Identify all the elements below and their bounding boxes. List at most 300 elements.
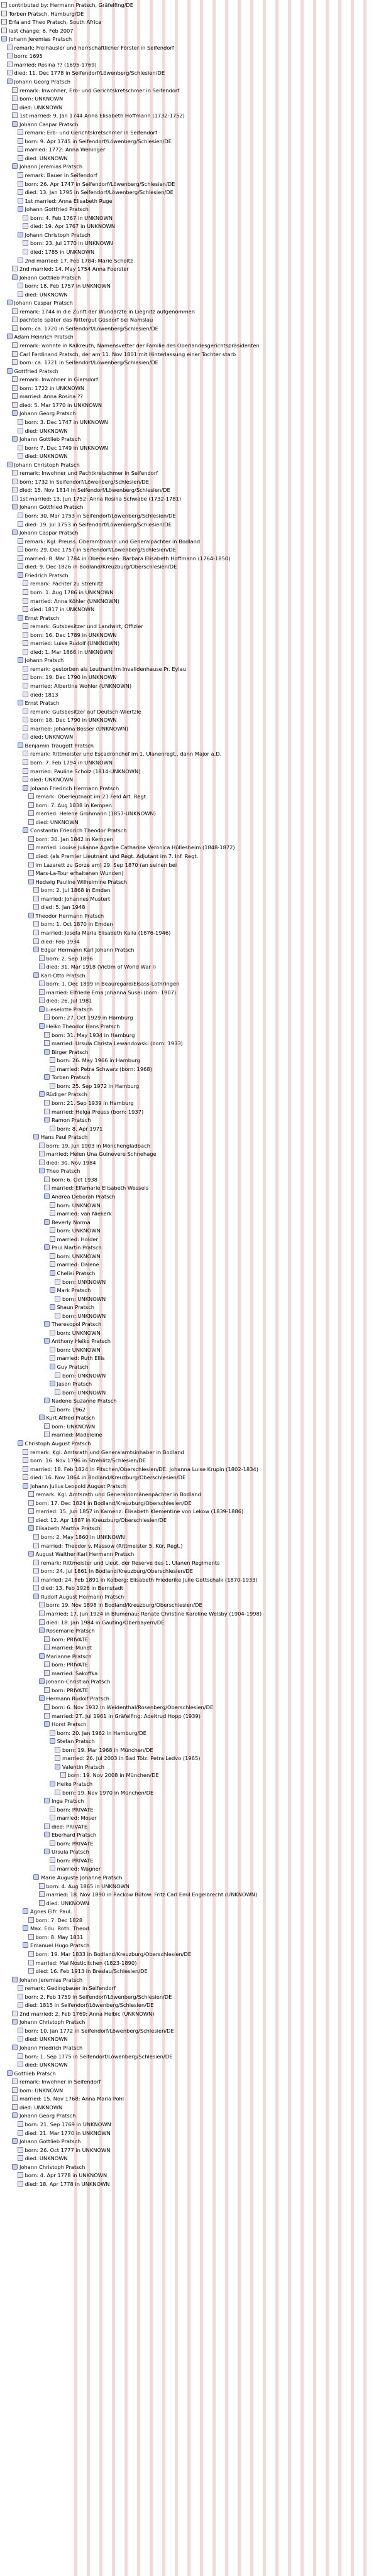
tree-node-record [18,512,176,519]
node-label: born: PRIVATE [57,1857,94,1864]
tree-node-record [39,1142,150,1149]
tree-node-record [50,1814,97,1822]
tree-node-person[interactable] [55,1763,104,1771]
record-icon [12,351,18,357]
tree-node-record [23,750,221,758]
tree-node-record [28,1516,167,1524]
record-icon [18,513,23,518]
tree-node-person[interactable] [18,614,60,622]
tree-node-person[interactable] [44,1193,115,1200]
node-label: im Lazarett zu Gorze am) 29. Sep 1870 (an seinen bei [35,861,177,868]
person-icon [39,1091,45,1097]
tree-node-person[interactable] [12,435,80,443]
person-icon [18,232,23,237]
tree-node-record [12,384,84,392]
person-icon [1,36,7,41]
tree-node-record [44,1431,102,1438]
tree-node-record [28,869,124,877]
tree-node-person[interactable] [18,742,94,749]
node-label: born: 2. Jul 1868 in Emden [41,887,111,894]
record-icon [1,2,7,8]
node-label: died: 16. Feb 1913 in Breslau/Schlesien/DE [35,1968,148,1975]
record-icon [50,1126,55,1131]
node-label: Anthony Heiko Pratsch [52,1338,111,1345]
record-icon [12,104,18,110]
tree-node-person[interactable] [44,1831,96,1839]
tree-node-record [18,155,68,162]
tree-node-person[interactable] [12,163,82,170]
tree-node-person[interactable] [23,1482,126,1490]
node-label: born: 4. Aug 1865 in UNKNOWN [46,1883,130,1889]
record-icon [18,538,23,544]
tree-node-person[interactable] [18,1440,91,1447]
tree-node-person[interactable] [18,205,89,213]
tree-node-record [50,1865,101,1872]
record-icon [50,1866,55,1871]
tree-node-person[interactable] [50,1737,95,1745]
tree-node-person[interactable] [39,1653,92,1660]
background-stripe [275,0,278,2576]
background-stripe [225,0,228,2576]
person-icon [50,1304,55,1310]
record-icon [12,496,18,501]
tree-node-person[interactable] [7,461,80,469]
person-icon [39,1695,45,1701]
record-icon [33,1585,39,1590]
node-label: Friedrich Pratsch [25,572,69,579]
node-label: died: 1813 [30,691,58,698]
tree-node-record [50,1236,98,1243]
tree-node-person[interactable] [39,1023,120,1030]
tree-node-person[interactable] [44,1720,87,1728]
record-icon [33,1568,39,1573]
node-label: Johann Friedrich Pratsch [19,2045,83,2051]
background-stripe [187,0,190,2576]
record-icon [50,1330,55,1335]
record-icon [33,921,39,927]
node-label: married: 18. Nov 1890 in Rackow Bütow: Fritz Carl Emil Engelbrecht (UNKNOWN) [46,1891,258,1898]
tree-node-person[interactable] [7,78,71,85]
background-stripe [162,0,165,2576]
tree-node-record [18,521,172,528]
record-icon [33,896,39,901]
node-label: died: 1815 in Seifendorf/Löwenberg/Schlesien/DE [25,2002,154,2009]
tree-node-record [28,852,199,860]
tree-node-record [28,1916,83,1924]
tree-node-record [28,1499,192,1507]
person-icon [12,2045,18,2050]
tree-node-record [23,1465,258,1473]
node-label: born: 7. Dec 1828 [35,1916,83,1923]
tree-node-person[interactable] [44,1116,91,1124]
tree-node-record [33,1559,219,1567]
node-label: Shaun Pratsch [57,1304,95,1311]
tree-node-person[interactable] [50,1269,96,1277]
node-label: Ursula Pratsch [52,1849,89,1856]
record-icon [23,1457,28,1463]
tree-node-record [33,1567,193,1575]
node-label: Johann Caspar Pratsch [19,530,79,536]
person-icon [44,1721,50,1727]
tree-node-record [23,639,119,647]
tree-node-person[interactable] [12,529,78,536]
node-label: died: 16. Nov 1864 in Bodland/Kreuzburg/Oberschlesien/DE [30,1474,186,1481]
node-label: born: 19. Mar 1833 in Bodland/Kreuzburg/Oberschlesien/DE [35,1950,192,1957]
node-label: Mars-La-Tour erhaltenen Wunden) [35,870,124,877]
tree-node-person[interactable] [18,656,64,664]
record-icon [39,1900,45,1906]
record-icon [33,930,39,935]
node-label: born: 1. Aug 1786 in UNKNOWN [30,589,114,595]
tree-node-record [12,393,83,400]
record-icon [44,1185,50,1190]
tree-node-person[interactable] [28,1524,101,1532]
node-label: 1st married: 9. Jan 1744 Anna Elisabeth Hoffmann (1732-1752) [19,112,185,119]
tree-node-person[interactable] [1,35,72,43]
record-icon [33,938,39,944]
tree-node-person[interactable] [44,1219,91,1226]
tree-node-record [23,214,113,222]
record-icon [33,1543,39,1548]
tree-node-person[interactable] [23,785,119,792]
tree-node-person[interactable] [33,1593,124,1600]
tree-node-person[interactable] [12,1976,82,1984]
node-label: born: 30. Mar 1753 in Seifendorf/Löwenberg/Schlesien/DE [25,513,176,519]
node-label: Johann Jeremias Pratsch [19,163,83,170]
node-label: Eberhard Pratsch [52,1832,97,1839]
tree-node-person[interactable] [23,1942,89,1949]
node-label: Carl Ferdinand Pratsch, der am 11. Nov 1801 mit Hinterlassung einer Tochter starb [19,351,236,357]
tree-node-record [50,1202,101,1209]
node-label: born: 26. May 1966 in Hamburg [57,1057,140,1064]
person-icon [18,206,23,212]
person-icon [12,1977,18,1982]
node-label: died: 1817 in UNKNOWN [30,606,95,613]
tree-node-person[interactable] [33,1133,87,1141]
person-icon [33,972,39,978]
node-label: died: 1785 in UNKNOWN [30,248,95,255]
tree-node-record [44,1099,134,1107]
tree-node-person[interactable] [50,1303,95,1311]
tree-node-record [23,606,94,613]
person-icon [33,1874,39,1880]
person-icon [23,1908,28,1914]
tree-node-person[interactable] [23,1908,72,1915]
node-label: born: 8. Apr 1971 [57,1125,103,1132]
tree-node-record [18,538,201,545]
record-icon [55,1372,60,1378]
node-label: born: ca. 1721 in Seifendorf/Löwenberg/Schlesien/DE [19,359,158,366]
record-icon [44,1423,50,1429]
tree-node-record [33,938,80,945]
node-label: died: UNKNOWN [25,427,68,434]
tree-node-person[interactable] [12,2018,85,2026]
tree-node-person[interactable] [44,1048,88,1056]
tree-node-record [50,1346,101,1354]
tree-node-record [18,2129,111,2137]
record-icon [12,2095,18,2101]
node-label: 2nd married: 14. May 1754 Anna Foerster [19,266,129,273]
tree-node-record [39,963,157,970]
tree-node-person[interactable] [44,1244,102,1251]
tree-node-person[interactable] [44,1320,101,1328]
record-icon [44,1644,50,1650]
record-icon [23,768,28,774]
tree-node-person[interactable] [7,2070,56,2077]
node-label: married: Elfriede Erna Johanna Susei (born: 1907) [46,989,177,996]
person-icon [50,1738,55,1744]
node-label: died: 1. Mar 1866 in UNKNOWN [30,648,113,655]
node-label: married: Petra Schwarz (born: 1968) [57,1065,152,1072]
background-stripe [238,0,241,2576]
record-icon [12,2087,18,2093]
tree-node-record [33,1542,182,1550]
person-icon [39,1023,45,1029]
tree-node-person[interactable] [12,274,80,281]
tree-node-person[interactable] [39,1090,87,1098]
record-icon [23,1466,28,1472]
tree-node-record [44,1687,88,1694]
tree-node-record [1,18,101,26]
tree-node-person[interactable] [28,912,104,920]
record-icon [44,1687,50,1693]
tree-node-person[interactable] [23,1925,91,1932]
tree-node-record [12,478,149,486]
tree-node-person[interactable] [18,572,69,579]
person-icon [18,1440,23,1446]
node-label: born: UNKNOWN [57,1227,101,1234]
tree-node-record [18,282,111,290]
tree-node-person[interactable] [33,946,134,954]
background-stripe [338,0,341,2576]
node-label: died: UNKNOWN [19,104,63,111]
tree-node-record [50,1261,99,1268]
node-label: married: 27. Jul 1961 in Gräfelfing: Adeltrud Hopp (1939) [52,1712,201,1719]
record-icon [28,862,34,867]
tree-node-record [28,1933,84,1941]
tree-node-person[interactable] [39,1414,95,1421]
person-icon [23,785,28,791]
node-label: born: PRIVATE [57,1806,94,1813]
record-icon [44,1823,50,1829]
node-label: born: 26. Oct 1777 in UNKNOWN [25,2146,111,2153]
record-icon [50,1057,55,1063]
node-label: contributed by: Hermann Pratsch, Gräfelfing/DE [9,2,134,8]
tree-node-record [39,955,93,962]
tree-node-record [18,138,172,145]
tree-node-record [33,1584,123,1592]
person-icon [44,1832,50,1837]
person-icon [44,1074,50,1080]
record-icon [12,266,18,271]
tree-node-person[interactable] [28,878,128,886]
node-label: Constantin Friedrich Theodor Pratsch [30,827,127,834]
record-icon [7,45,13,50]
tree-node-person[interactable] [50,1780,93,1788]
record-icon [7,62,13,67]
tree-node-person[interactable] [12,121,78,128]
node-label: Johann Gottlieb Pratsch [19,436,81,443]
person-icon [39,1415,45,1420]
tree-node-person[interactable] [50,1380,92,1388]
node-label: born: 4. Apr 1778 in UNKNOWN [25,2172,108,2179]
tree-node-person[interactable] [12,503,83,511]
node-label: Marie Auguste Johanne Pratsch [41,1874,123,1881]
tree-node-record [18,188,174,196]
tree-node-record [18,427,68,435]
tree-node-record [28,1508,244,1515]
tree-node-record [44,1040,183,1047]
node-label: remark: Rittmeister und Escadronchef im 1. Ulanenregt., dann Major a.D. [30,751,222,758]
tree-node-record [23,733,73,741]
record-icon [7,53,13,58]
record-icon [28,853,34,859]
node-label: Lieselotte Pratsch [46,1006,93,1013]
tree-node-person[interactable] [18,231,91,239]
node-label: Johann Jeremias Pratsch [9,36,72,43]
record-icon [28,810,34,816]
tree-node-person[interactable] [39,1695,110,1702]
node-label: married: Mundt [52,1644,92,1651]
tree-node-record [33,895,110,903]
node-label: born: UNKNOWN [57,1253,101,1259]
record-icon [60,1772,66,1778]
tree-node-record [18,197,113,205]
tree-node-person[interactable] [44,1337,111,1345]
tree-node-record [12,495,181,503]
record-icon [23,751,28,756]
record-icon [55,1279,60,1285]
person-icon [12,436,18,442]
tree-node-record [18,418,108,426]
record-icon [12,393,18,399]
record-icon [39,981,45,986]
node-label: 2nd married: 2. Feb 1769: Anna Helbic (UNKNOWN) [19,2010,155,2017]
node-label: Gottfried Pratsch [14,367,58,374]
node-label: died: 19. Apr 1767 in UNKNOWN [30,223,116,230]
record-icon [12,376,18,382]
tree-node-record [18,2027,174,2035]
record-icon [28,819,34,825]
node-label: born: 2. May 1860 in UNKNOWN [41,1534,125,1540]
record-icon [39,1143,45,1148]
node-label: Torben Pratsch [52,1074,91,1081]
record-icon [50,1347,55,1352]
tree-node-record [18,171,97,179]
tree-node-record [23,622,143,630]
tree-node-person[interactable] [12,2138,80,2145]
tree-node-person[interactable] [44,1848,89,1856]
record-icon [44,1040,50,1046]
node-label: 1st married: 13. Jun 1752: Anna Rosina Schwabe (1732-1781) [19,495,182,502]
record-icon [18,2155,23,2161]
record-icon [55,1790,60,1795]
tree-node-record [12,308,195,315]
record-icon [50,1406,55,1412]
record-icon [12,470,18,476]
tree-node-record [50,1253,101,1260]
tree-node-person[interactable] [7,299,73,307]
tree-node-record [50,1729,146,1737]
background-stripe [288,0,291,2576]
record-icon [12,308,18,314]
tree-node-person[interactable] [18,699,60,707]
tree-node-person[interactable] [33,1874,122,1881]
tree-node-person[interactable] [12,2163,85,2171]
record-icon [39,955,45,961]
node-label: born: 18. Dec 1790 in UNKNOWN [30,717,117,724]
record-icon [50,1236,55,1242]
node-label: born: UNKNOWN [62,1372,106,1379]
node-label: married: Pauline Scholz (1814-UNKNOWN) [30,768,141,774]
tree-node-record [23,725,128,732]
tree-node-person[interactable] [50,1363,89,1371]
tree-node-person[interactable] [12,2044,82,2052]
background-stripe [326,0,329,2576]
tree-node-person[interactable] [44,1397,117,1405]
tree-node-person[interactable] [44,1073,90,1081]
record-icon [18,2053,23,2059]
tree-node-person[interactable] [39,1167,80,1175]
node-label: Hedwig Pauline Wilhelmine Pratsch [35,878,128,885]
person-icon [23,1925,28,1931]
tree-node-record [18,2053,173,2060]
node-label: born: 29. Dec 1757 in Seifendorf/Löwenberg/Schlesien/DE [25,546,177,553]
tree-node-record [7,44,174,52]
tree-node-person[interactable] [28,1550,135,1558]
tree-node-person[interactable] [39,1627,95,1634]
tree-node-record [50,1227,101,1234]
record-icon [23,666,28,671]
tree-node-person[interactable] [50,1286,91,1294]
person-icon [44,1049,50,1055]
tree-node-person[interactable] [39,1006,93,1013]
node-label: Johann Friedrich Hermann Pratsch [30,785,119,791]
tree-node-person[interactable] [7,333,74,340]
tree-node-person[interactable] [12,2112,76,2119]
node-label: Emanuel Hugo Pratsch [30,1942,90,1949]
record-icon [12,479,18,484]
tree-node-person[interactable] [12,410,76,417]
record-icon [18,2028,23,2033]
person-icon [44,1338,50,1344]
tree-node-record [23,1474,185,1481]
node-label: married: 15. Nov 1768: Anna Maria Pohl [19,2095,124,2102]
node-label: Ernst Pratsch [25,614,60,621]
node-label: married: Ruth Ellis [57,1355,105,1362]
node-label: died: 9. Dec 1826 in Bodland/Kreuzburg/Oberschlesien/DE [25,563,177,570]
tree-node-person[interactable] [23,827,127,834]
tree-node-record [12,325,158,332]
person-icon [39,1168,45,1173]
node-label: born: 21. Sep 1769 in UNKNOWN [25,2121,111,2128]
tree-node-person[interactable] [33,972,85,979]
node-label: remark: Gutsbesitzer und Landwirt, Offizier [30,623,143,630]
node-label: born: 10. Jan 1772 in Seifendorf/Löwenberg/Schlesien/DE [25,2027,174,2034]
tree-node-record [33,903,85,911]
record-icon [18,258,23,263]
node-label: died: UNKNOWN [25,155,68,161]
tree-node-person[interactable] [39,1678,111,1685]
tree-node-person[interactable] [7,367,58,375]
node-label: born: 16. Nov 1796 in Strehlitz/Schlesien/DE [30,1457,146,1464]
background-stripe [212,0,216,2576]
node-label: died: 13. Feb 1926 in Bernstadt [41,1585,123,1592]
node-label: remark: Rittmeister und Lieut. der Reserve des 1. Ulanen Regiments [41,1559,220,1566]
tree-node-person[interactable] [44,1797,84,1805]
tree-node-record [18,146,106,153]
node-label: born: 1722 in UNKNOWN [19,384,85,391]
